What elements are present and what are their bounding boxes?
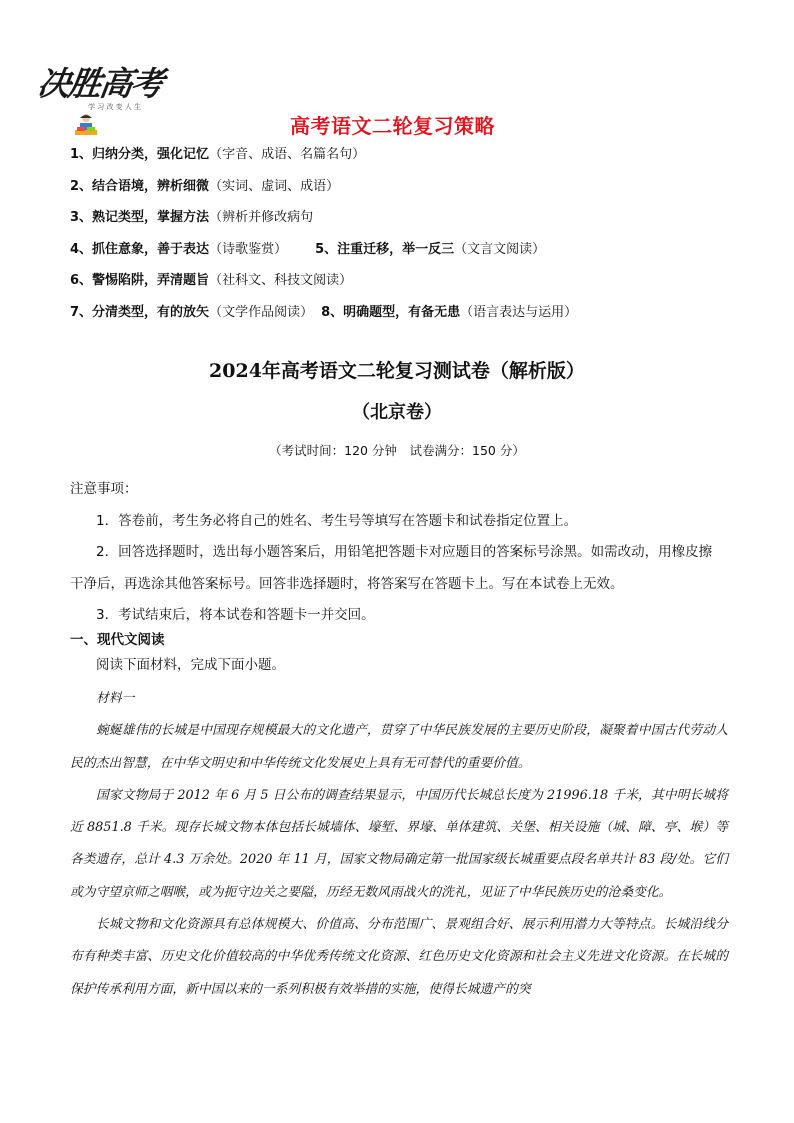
student-reading-icon bbox=[72, 112, 100, 138]
notes-heading: 注意事项： bbox=[70, 481, 138, 497]
section-title: 一、现代文阅读 bbox=[70, 632, 165, 648]
material bbox=[70, 683, 728, 1006]
strategy-item: 7、分清类型，有的放矢（文学作品阅读） 8、明确题型，有备无患（语言表达与运用） bbox=[70, 304, 578, 320]
note-item: 2．回答选择题时，选出每小题答案后，用铅笔把答题卡对应题目的答案标号涂黑。如需改动，用橡皮擦干净后，再选涂其他答案标号。回答非选择题时，将答案写在答题卡上。写在本试卷上无效。 bbox=[70, 544, 713, 592]
note-item: 3．考试结束后，将本试卷和答题卡一并交回。 bbox=[96, 607, 375, 623]
material-label: 材料一 bbox=[96, 691, 135, 706]
strategy-item: 1、归纳分类，强化记忆（字音、成语、名篇名句） bbox=[70, 147, 366, 162]
exam-time: （考试时间：120 分钟 试卷满分：150 分） bbox=[269, 443, 525, 458]
logo-subtitle: 学 习 改 变 人 生 bbox=[88, 103, 142, 111]
strategy-item: 6、警惕陷阱，弄清题旨（社科文、科技文阅读） bbox=[70, 273, 353, 289]
strategy-title: 高考语文二轮复习策略 bbox=[290, 114, 495, 138]
note-item: 1．答卷前，考生务必将自己的姓名、考生号等填写在答题卡和试卷指定位置上。 bbox=[96, 512, 578, 529]
material-paragraph: 蜿蜒雄伟的长城是中国现存规模最大的文化遗产，贯穿了中华民族发展的主要历史阶段，凝聚着中国古代劳动人民的杰出智慧，在中华文明史和中华传统文化发展史上具有无可替代的重要价值。 bbox=[70, 723, 728, 771]
strategy-list bbox=[70, 145, 577, 335]
logo bbox=[34, 58, 170, 140]
notes bbox=[70, 474, 722, 632]
exam-subtitle: （北京卷） bbox=[352, 402, 442, 423]
strategy-item: 3、熟记类型，掌握方法（辨析并修改病句 bbox=[70, 210, 314, 226]
strategy-item: 2、结合语境，辨析细微（实词、虚词、成语） bbox=[70, 178, 340, 194]
exam-title: 2024年高考语文二轮复习测试卷（解析版） bbox=[209, 360, 585, 382]
material-paragraph: 国家文物局于 2012 年 6 月 5 日公布的调查结果显示，中国历代长城总长度为 21996.18 千米，其中明长城将近 8851.8 千米。现存长城文物本体包括长城墙体、壕堑、界壕、单体建筑、关堡、相关设施（城、障、亭、堠）等各类遗存，总计 4.3 万余处。2020 年 11 月，国家文物局确定第一批国家级长城重要点段名单共计 83 段/处。它们或为守望京师之咽喉，或为扼守边关之要隘，历经无数风雨战火的洗礼，见证了中华民族历史的沧桑变化。 bbox=[70, 787, 728, 900]
section-instruction: 阅读下面材料，完成下面小题。 bbox=[96, 657, 285, 673]
strategy-item: 4、抓住意象，善于表达（诗歌鉴赏） 5、注重迁移，举一反三（文言文阅读） bbox=[70, 241, 546, 257]
logo-text: 决胜高考 bbox=[34, 64, 165, 103]
material-paragraph: 长城文物和文化资源具有总体规模大、价值高、分布范围广、景观组合好、展示利用潜力大等特点。长城沿线分布有种类丰富、历史文化价值较高的中华优秀传统文化资源、红色历史文化资源和社会主义先进文化资源。在长城的保护传承利用方面，新中国以来的一系列积极有效举措的实施，使得长城遗产的突 bbox=[70, 917, 728, 997]
